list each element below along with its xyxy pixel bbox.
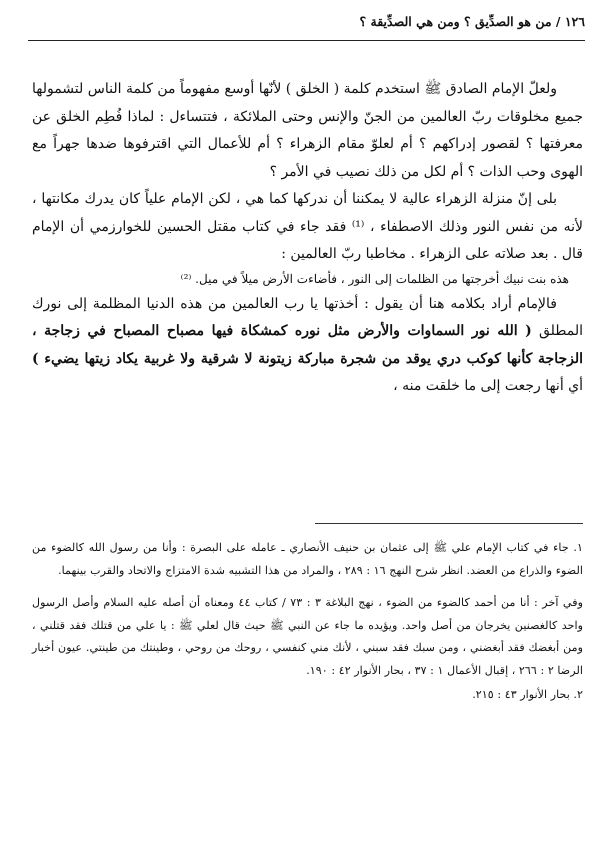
- paragraph-1: ولعلّ الإمام الصادق ﷺ استخدم كلمة ( الخلق ) لأنّها أوسع مفهوماً من كلمة الناس لتشمولها جميع مخلوقات ربّ العالمين من الجنّ والإنس وحتى الملائكة ، فتتساءل : لماذا فُطِم الخلق عن معرفتها ؟ لقصور إدراكهم ؟ أم لعلوّ مقام الزهراء ؟ أم للأعمال التي اقترفوها ضدها جهراً مع الهوى وحب الذات ؟ أم لكل من ذلك نصيب في الأمر ؟: [32, 81, 583, 180]
- paragraph-2: بلى إنّ منزلة الزهراء عالية لا يمكننا أن ندركها كما هي ، لكن الإمام علياً كان يدرك مكانتها ، لأنه من نفس النور وذلك الاصطفاء ، ⁽¹⁾ فقد جاء في كتاب مقتل الحسين للخوارزمي أن الإمام قال . بعد صلاته على الزهراء . مخاطبا ربّ العالمين :: [32, 191, 584, 262]
- footnote-separator: [315, 523, 583, 524]
- header-rule: [28, 40, 585, 41]
- quotation: هذه بنت نبيك أخرجتها من الظلمات إلى النور ، فأضاءت الأرض ميلاً في ميل. ⁽²⁾: [180, 271, 569, 286]
- footnotes: [32, 537, 583, 709]
- running-header: ١٢٦ / من هو الصدِّيق ؟ ومن هي الصدِّيقة ؟: [359, 14, 585, 29]
- quran-verse: ( الله نور السماوات والأرض مثل نوره كمشكاة فيها مصباح المصباح في زجاجة ، الزجاجة كأنها كوكب دري يوقد من شجرة مباركة زيتونة لا شرقية ولا غربية يكاد زيتها يضيء ): [32, 323, 583, 367]
- paragraph-3-end: أي أنها رجعت إلى ما خلقت منه ،: [393, 378, 583, 394]
- paragraph-3: [32, 291, 583, 401]
- footnote-1-continued: وفي آخر : أنا من أحمد كالضوء من الضوء ، نهج البلاغة ٣ : ٧٣ / كتاب ٤٤ ومعناه أن أصله عليه السلام وأصل الرسول واحد كالغصنين يخرجان من أصل واحد. ويؤيده ما جاء عن النبي ﷺ حيث قال لعلي ﷺ : يا علي من قتلك فقد قتلني ، ومن أبغضك فقد أبغضني ، ومن سبك فقد سبني ، لأنك مني كنفسي ، روحك من روحي ، وطينتك من طينتي. عيون أخبار الرضا ٢ : ٢٦٦ ، إقبال الأعمال ١ : ٣٧ ، بحار الأنوار ٤٢ : ١٩٠.: [32, 596, 583, 677]
- footnote-1: ١. جاء في كتاب الإمام علي ﷺ إلى عثمان بن حنيف الأنصاري ـ عامله على البصرة : وأنا من رسول الله كالضوء من الضوء والذراع من العضد. انظر شرح النهج ١٦ : ٢٨٩ ، والمراد من هذا التشبيه شدة الامتزاج والاتحاد والقرب بينهما.: [32, 541, 583, 577]
- paragraph-3-start: فالإمام أراد بكلامه هنا أن يقول : أخذتها يا رب العالمين من هذه الدنيا المظلمة إلى نورك المطلق: [32, 295, 583, 339]
- main-text: [32, 76, 583, 401]
- footnote-2: ٢. بحار الأنوار ٤٣ : ٢١٥.: [472, 688, 583, 701]
